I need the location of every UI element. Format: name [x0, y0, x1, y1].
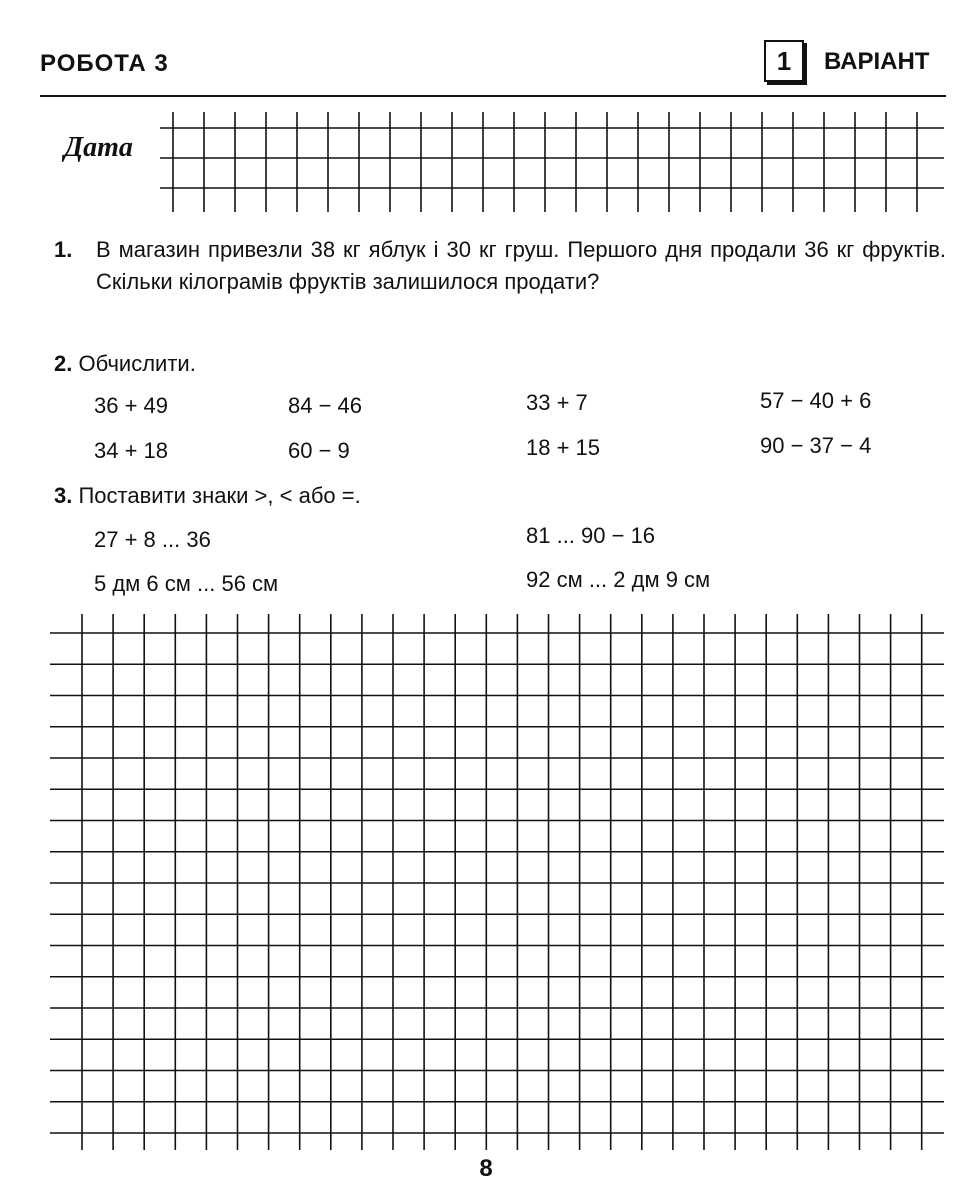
task-1 — [54, 234, 946, 298]
task-1-number: 1. — [54, 237, 73, 262]
comparison: 81 ... 90 − 16 — [526, 523, 656, 548]
task-3-prompt: Поставити знаки >, < або =. — [78, 483, 361, 508]
variant-number-box: 1 — [764, 40, 804, 82]
task-3 — [54, 480, 361, 512]
expression: 60 − 9 — [288, 438, 350, 463]
task-2-number: 2. — [54, 351, 73, 376]
date-label: Дата — [64, 132, 133, 163]
comparison: 92 см ... 2 дм 9 см — [526, 567, 711, 592]
expression: 34 + 18 — [94, 438, 169, 463]
task-1-text: В магазин привезли 38 кг яблук і 30 кг груш. Першого дня продали 36 кг фруктів. Скільки кілограмів фруктів залишилося продати? — [96, 237, 946, 294]
page-title: РОБОТА 3 — [40, 50, 169, 77]
comparison: 27 + 8 ... 36 — [94, 527, 211, 552]
expression: 18 + 15 — [526, 435, 601, 460]
expression: 33 + 7 — [526, 390, 588, 415]
task-2-prompt: Обчислити. — [78, 351, 196, 376]
page-number: 8 — [479, 1155, 493, 1182]
expression: 36 + 49 — [94, 393, 169, 418]
variant-label: ВАРІАНТ — [824, 48, 930, 75]
expression: 84 − 46 — [288, 393, 363, 418]
task-2 — [54, 348, 196, 380]
comparison: 5 дм 6 см ... 56 см — [94, 571, 279, 596]
task-3-number: 3. — [54, 483, 73, 508]
expression: 90 − 37 − 4 — [760, 433, 872, 458]
expression: 57 − 40 + 6 — [760, 388, 872, 413]
